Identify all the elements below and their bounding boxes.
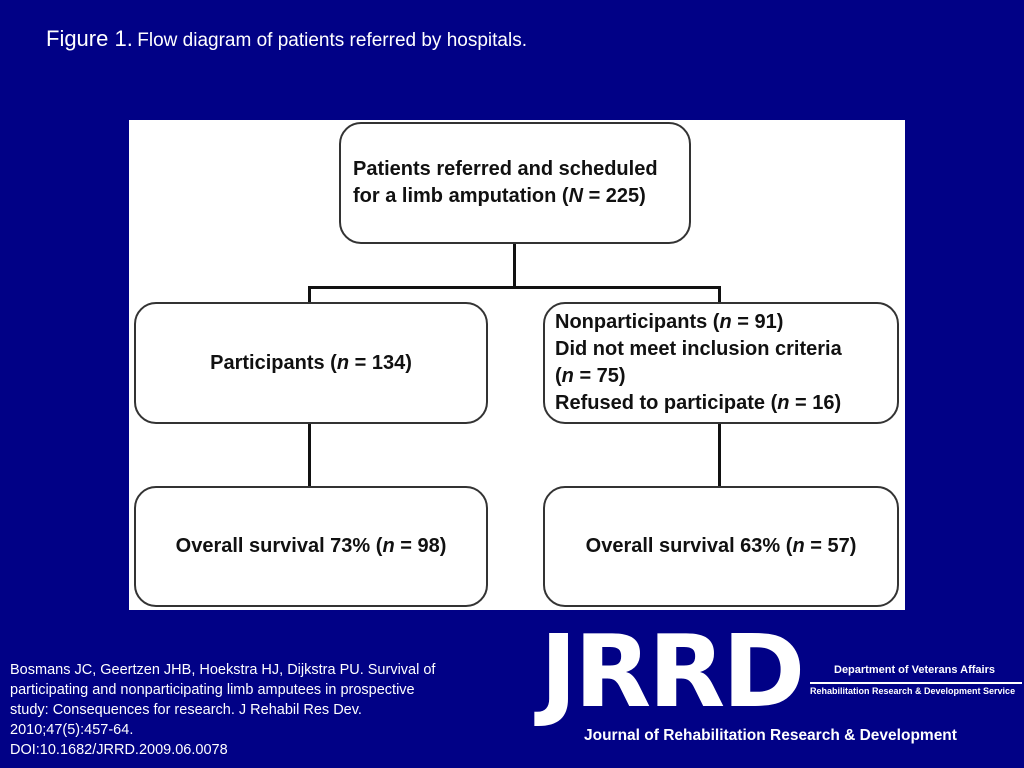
root-var: N	[568, 185, 584, 207]
survival-nonparticipants-var: n	[792, 535, 805, 557]
refused-var: n	[777, 392, 790, 414]
citation	[10, 660, 530, 760]
connector-horizontal	[308, 286, 721, 289]
connector-left-lower	[308, 424, 311, 486]
survival-nonparticipants-count: = 57)	[804, 535, 857, 557]
nonparticipants-line-4	[555, 390, 842, 417]
slide-title	[46, 26, 527, 52]
participants-var: n	[336, 351, 350, 374]
nonparticipants-text: Nonparticipants (	[555, 311, 720, 333]
nonparticipants-line-1	[555, 309, 842, 336]
survival-participants-text: Overall survival 73% (	[175, 535, 383, 557]
root-line-2-text: for a limb amputation (	[353, 185, 569, 207]
flow-diagram-panel	[129, 120, 905, 610]
logo-department: Department of Veterans Affairs	[834, 664, 995, 676]
citation-line-3: study: Consequences for research. J Rehabil Res Dev.	[10, 702, 362, 718]
citation-line-4: 2010;47(5):457-64.	[10, 722, 134, 738]
nonparticipants-count: = 91)	[731, 311, 784, 333]
root-line-2	[353, 183, 658, 210]
node-patients-referred	[339, 122, 691, 244]
connector-right-lower	[718, 424, 721, 486]
citation-line-2: participating and nonparticipating limb amputees in prospective	[10, 682, 415, 698]
logo-journal: Journal of Rehabilitation Research & Development	[584, 727, 957, 744]
participants-count: = 134)	[349, 351, 412, 374]
survival-participants-count: = 98)	[394, 535, 447, 557]
connector-root-down	[513, 242, 516, 288]
node-survival-participants	[134, 486, 488, 607]
participants-text: Participants (	[210, 351, 337, 374]
connector-right-down	[718, 286, 721, 302]
node-participants	[134, 302, 488, 424]
node-survival-nonparticipants	[543, 486, 899, 607]
node-nonparticipants	[543, 302, 899, 424]
refused-text: Refused to participate (	[555, 392, 778, 414]
survival-participants-var: n	[382, 535, 395, 557]
logo-service: Rehabilitation Research & Development Service	[810, 686, 1016, 696]
citation-line-1: Bosmans JC, Geertzen JHB, Hoekstra HJ, Dijkstra PU. Survival of	[10, 662, 436, 678]
survival-nonparticipants-label	[586, 533, 857, 560]
excluded-open: (	[555, 365, 562, 387]
excluded-count: = 75)	[573, 365, 626, 387]
excluded-var: n	[561, 365, 574, 387]
citation-doi: DOI:10.1682/JRRD.2009.06.0078	[10, 742, 228, 758]
logo-divider	[810, 682, 1022, 684]
nonparticipants-line-3	[555, 363, 842, 390]
root-line-2-count: = 225)	[583, 185, 646, 207]
figure-label: Figure 1.	[46, 26, 133, 51]
root-line-1: Patients referred and scheduled	[353, 158, 658, 180]
nonparticipants-line-2: Did not meet inclusion criteria	[555, 338, 842, 360]
logo-mark: JRRD	[540, 613, 803, 730]
jrrd-logo	[540, 613, 1024, 768]
figure-caption: Flow diagram of patients referred by hospitals.	[137, 30, 527, 51]
survival-nonparticipants-text: Overall survival 63% (	[585, 535, 793, 557]
nonparticipants-var: n	[719, 311, 732, 333]
connector-left-down	[308, 286, 311, 302]
survival-participants-label	[176, 533, 447, 560]
participants-label	[210, 350, 412, 377]
refused-count: = 16)	[789, 392, 842, 414]
